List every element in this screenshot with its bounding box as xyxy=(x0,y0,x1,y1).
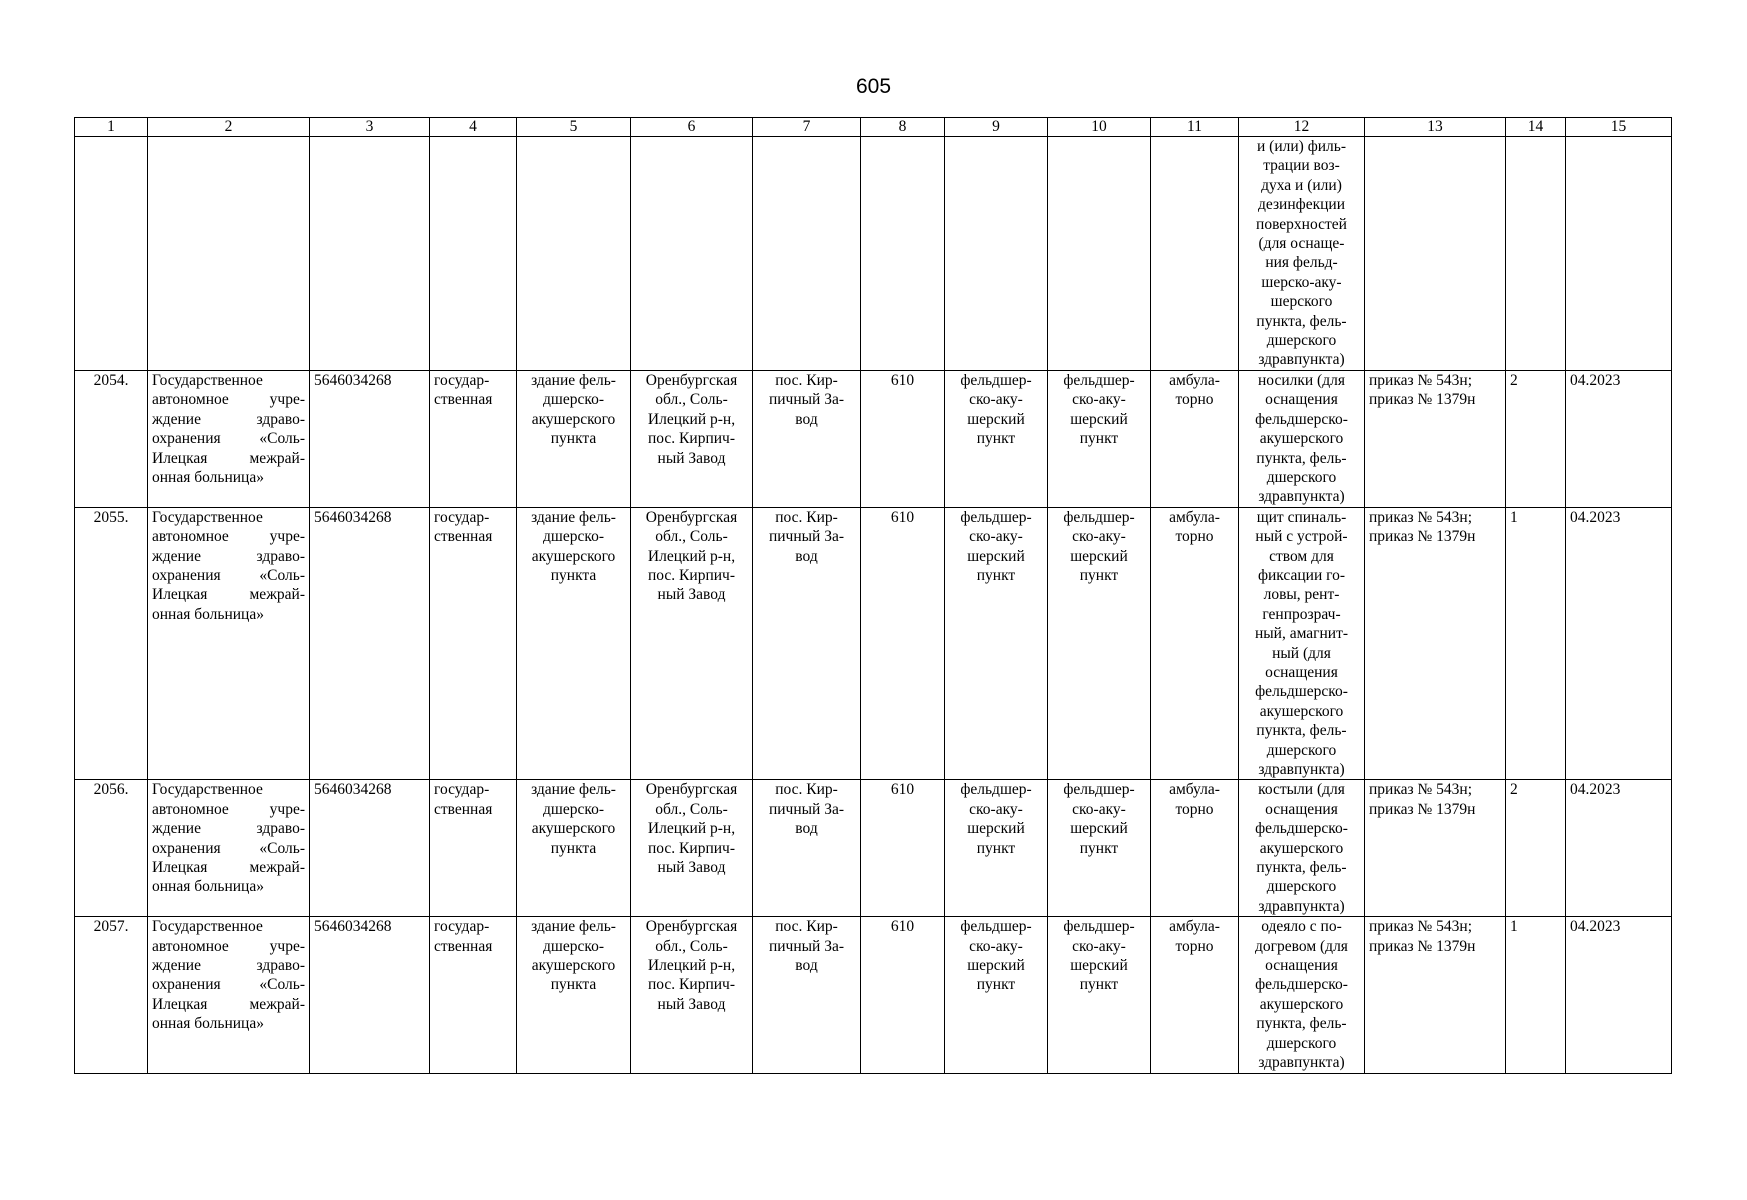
cell-line: Оренбургская xyxy=(645,508,738,526)
cell-line: пункт xyxy=(976,976,1016,994)
cell-line: приказ № 543н; xyxy=(1369,918,1473,936)
cell-line: ственная xyxy=(434,391,493,409)
cell-line: приказ № 1379н xyxy=(1369,800,1476,818)
cell-line: амбула- xyxy=(1169,508,1220,526)
cell-line: дшерско- xyxy=(543,937,604,955)
cell-line: пичный За- xyxy=(768,937,845,955)
cell-line: носилки (для xyxy=(1258,371,1345,389)
column-number: 1 xyxy=(75,118,148,137)
cell-address xyxy=(631,370,753,507)
cell-facility-type xyxy=(945,507,1048,780)
page-number: 605 xyxy=(855,75,892,98)
cell-line: шерский xyxy=(967,957,1025,975)
cell-line: пункт xyxy=(976,566,1016,584)
cell-line: охранения «Соль- xyxy=(152,430,305,448)
cell-organization xyxy=(148,917,310,1073)
cell-subdivision xyxy=(1048,780,1151,917)
cell-line: пункта, фель- xyxy=(1256,722,1347,740)
cell-line: торно xyxy=(1175,937,1214,955)
column-number: 12 xyxy=(1239,118,1365,137)
cell-line: приказ № 1379н xyxy=(1369,528,1476,546)
cell-inn: 5646034268 xyxy=(310,370,430,507)
cell-building xyxy=(517,507,631,780)
cell-line: оснащения xyxy=(1265,800,1338,818)
cell-index: 2057. xyxy=(75,917,148,1073)
cell-line: пос. Кирпич- xyxy=(648,430,735,448)
cell-line: фельдшер- xyxy=(960,918,1032,936)
cell-line: онная больница» xyxy=(152,468,264,486)
cell-line: акушерского xyxy=(1259,430,1344,448)
cell-line: ждение здраво- xyxy=(152,547,305,565)
cell-line: обл., Соль- xyxy=(655,528,728,546)
cell-line: фельдшер- xyxy=(1063,781,1135,799)
cell-line: пункта, фель- xyxy=(1256,449,1347,467)
cell-building xyxy=(517,780,631,917)
cell-line: ный Завод xyxy=(657,995,726,1013)
cell-line: пос. Кирпич- xyxy=(648,976,735,994)
cell-line: генпрозрач- xyxy=(1262,605,1341,623)
cell-line: ско-аку- xyxy=(969,937,1023,955)
cell-line: оснащения xyxy=(1265,391,1338,409)
column-number: 11 xyxy=(1151,118,1239,137)
cell-date: 04.2023 xyxy=(1566,507,1672,780)
cell-empty xyxy=(945,137,1048,371)
cell-line: торно xyxy=(1175,528,1214,546)
cell-line: Оренбургская xyxy=(645,371,738,389)
cell-locality xyxy=(753,780,861,917)
cell-organization xyxy=(148,370,310,507)
cell-line: здравпункта) xyxy=(1258,488,1345,506)
cell-line: приказ № 543н; xyxy=(1369,781,1473,799)
cell-line: фельдшер- xyxy=(1063,918,1135,936)
cell-line: автономное учре- xyxy=(152,528,305,546)
cell-line: ско-аку- xyxy=(969,800,1023,818)
cell-line: здравпункта) xyxy=(1258,761,1345,778)
cell-item xyxy=(1239,780,1365,917)
cell-line: ством для xyxy=(1269,547,1334,565)
column-number: 13 xyxy=(1365,118,1506,137)
cell-line: шерский xyxy=(967,410,1025,428)
cell-date: 04.2023 xyxy=(1566,917,1672,1073)
cell-line: ный Завод xyxy=(657,859,726,877)
cell-line: акушерского xyxy=(531,957,616,975)
cell-line: ско-аку- xyxy=(1072,391,1126,409)
cell-line: духа и (или) xyxy=(1261,176,1342,194)
cell-line: вод xyxy=(795,820,818,838)
cell-line: автономное учре- xyxy=(152,800,305,818)
cell-line: фиксации го- xyxy=(1257,566,1346,584)
cell-item xyxy=(1239,370,1365,507)
cell-line: ственная xyxy=(434,528,493,546)
cell-ownership xyxy=(430,780,517,917)
cell-line: дшерско- xyxy=(543,391,604,409)
cell-care-condition xyxy=(1151,507,1239,780)
cell-line: ждение здраво- xyxy=(152,410,305,428)
cell-index: 2055. xyxy=(75,507,148,780)
cell-line: онная больница» xyxy=(152,1015,264,1033)
cell-line: приказ № 543н; xyxy=(1369,371,1473,389)
cell-line: ждение здраво- xyxy=(152,820,305,838)
cell-code: 610 xyxy=(861,370,945,507)
cell-line: Илецкая межрай- xyxy=(152,449,305,467)
cell-line: шерско-аку- xyxy=(1261,273,1342,291)
cell-empty xyxy=(430,137,517,371)
cell-line: торно xyxy=(1175,800,1214,818)
cell-facility-type xyxy=(945,370,1048,507)
cell-line: государ- xyxy=(434,918,490,936)
cell-line: вод xyxy=(795,547,818,565)
cell-care-condition xyxy=(1151,780,1239,917)
cell-line: автономное учре- xyxy=(152,937,305,955)
cell-empty xyxy=(517,137,631,371)
column-number: 4 xyxy=(430,118,517,137)
column-number: 7 xyxy=(753,118,861,137)
cell-address xyxy=(631,780,753,917)
cell-line: дшерского xyxy=(1266,878,1337,896)
cell-line: фельдшер- xyxy=(960,508,1032,526)
cell-line: ный Завод xyxy=(657,586,726,604)
cell-line: одеяло с по- xyxy=(1261,918,1342,936)
cell-line: ственная xyxy=(434,800,493,818)
cell-line: торно xyxy=(1175,391,1214,409)
cell-locality xyxy=(753,507,861,780)
cell-line: Государственное xyxy=(152,508,263,526)
cell-empty xyxy=(631,137,753,371)
column-number: 5 xyxy=(517,118,631,137)
cell-line: пичный За- xyxy=(768,800,845,818)
cell-line: Илецкий р-н, xyxy=(647,957,736,975)
cell-index: 2054. xyxy=(75,370,148,507)
cell-line: Илецкий р-н, xyxy=(647,547,736,565)
column-number: 9 xyxy=(945,118,1048,137)
cell-building xyxy=(517,917,631,1073)
cell-line: акушерского xyxy=(531,820,616,838)
cell-line: обл., Соль- xyxy=(655,391,728,409)
cell-facility-type xyxy=(945,780,1048,917)
cell-line: ско-аку- xyxy=(969,528,1023,546)
cell-line: ско-аку- xyxy=(1072,937,1126,955)
table-row xyxy=(75,780,1672,917)
cell-line: пункта xyxy=(550,839,597,857)
table-row xyxy=(75,507,1672,780)
cell-line: онная больница» xyxy=(152,878,264,896)
cell-orders xyxy=(1365,780,1506,917)
cell-line: пункт xyxy=(1079,976,1119,994)
cell-item xyxy=(1239,917,1365,1073)
cell-item xyxy=(1239,507,1365,780)
cell-orders xyxy=(1365,507,1506,780)
cell-line: пункта xyxy=(550,430,597,448)
cell-line: Илецкая межрай- xyxy=(152,586,305,604)
cell-line: (для оснаще- xyxy=(1258,235,1345,253)
cell-date: 04.2023 xyxy=(1566,780,1672,917)
cell-item xyxy=(1239,137,1365,371)
cell-quantity: 2 xyxy=(1506,370,1566,507)
cell-line: костыли (для xyxy=(1258,781,1345,799)
cell-line: пос. Кир- xyxy=(775,781,838,799)
cell-line: автономное учре- xyxy=(152,391,305,409)
cell-line: обл., Соль- xyxy=(655,937,728,955)
cell-line: пункт xyxy=(1079,839,1119,857)
column-number: 2 xyxy=(148,118,310,137)
cell-line: пос. Кир- xyxy=(775,371,838,389)
cell-date: 04.2023 xyxy=(1566,370,1672,507)
cell-line: дезинфекции xyxy=(1257,196,1345,214)
cell-line: обл., Соль- xyxy=(655,800,728,818)
cell-line: ный Завод xyxy=(657,449,726,467)
cell-code: 610 xyxy=(861,507,945,780)
cell-line: государ- xyxy=(434,371,490,389)
cell-empty xyxy=(1365,137,1506,371)
cell-line: пункта, фель- xyxy=(1256,312,1347,330)
cell-inn: 5646034268 xyxy=(310,780,430,917)
cell-line: здравпункта) xyxy=(1258,897,1345,915)
column-number: 6 xyxy=(631,118,753,137)
cell-line: оснащения xyxy=(1265,663,1338,681)
cell-line: государ- xyxy=(434,508,490,526)
cell-building xyxy=(517,370,631,507)
cell-line: шерский xyxy=(1070,547,1128,565)
cell-orders xyxy=(1365,370,1506,507)
cell-line: государ- xyxy=(434,781,490,799)
cell-line: Оренбургская xyxy=(645,781,738,799)
registry-table xyxy=(74,117,1672,1074)
cell-ownership xyxy=(430,917,517,1073)
cell-inn: 5646034268 xyxy=(310,917,430,1073)
cell-line: Илецкая межрай- xyxy=(152,995,305,1013)
cell-line: амбула- xyxy=(1169,918,1220,936)
cell-line: здание фель- xyxy=(531,508,616,526)
cell-line: дшерского xyxy=(1266,332,1337,350)
cell-line: фельдшерско- xyxy=(1255,820,1348,838)
cell-line: трации воз- xyxy=(1263,157,1340,175)
column-number: 15 xyxy=(1566,118,1672,137)
cell-line: здание фель- xyxy=(531,918,616,936)
cell-line: пункта xyxy=(550,976,597,994)
column-number: 3 xyxy=(310,118,430,137)
cell-line: фельдшер- xyxy=(1063,508,1135,526)
cell-line: акушерского xyxy=(1259,839,1344,857)
cell-line: вод xyxy=(795,957,818,975)
cell-line: Илецкий р-н, xyxy=(647,820,736,838)
cell-line: ско-аку- xyxy=(1072,528,1126,546)
cell-line: шерский xyxy=(1070,410,1128,428)
cell-line: Государственное xyxy=(152,918,263,936)
cell-empty xyxy=(1506,137,1566,371)
cell-line: пичный За- xyxy=(768,528,845,546)
cell-line: ный с устрой- xyxy=(1255,528,1348,546)
cell-ownership xyxy=(430,370,517,507)
cell-code: 610 xyxy=(861,917,945,1073)
cell-line: шерский xyxy=(1070,820,1128,838)
cell-organization xyxy=(148,507,310,780)
cell-subdivision xyxy=(1048,370,1151,507)
cell-index: 2056. xyxy=(75,780,148,917)
cell-line: щит спиналь- xyxy=(1256,508,1347,526)
cell-line: акушерского xyxy=(1259,995,1344,1013)
cell-line: оснащения xyxy=(1265,957,1338,975)
cell-care-condition xyxy=(1151,917,1239,1073)
cell-line: шерский xyxy=(1070,957,1128,975)
cell-line: приказ № 1379н xyxy=(1369,391,1476,409)
cell-line: Государственное xyxy=(152,371,263,389)
cell-line: здание фель- xyxy=(531,781,616,799)
cell-line: пункт xyxy=(976,430,1016,448)
cell-subdivision xyxy=(1048,507,1151,780)
cell-inn: 5646034268 xyxy=(310,507,430,780)
table-row xyxy=(75,917,1672,1073)
column-number: 10 xyxy=(1048,118,1151,137)
cell-line: и (или) филь- xyxy=(1257,138,1346,155)
cell-empty xyxy=(861,137,945,371)
cell-line: дшерского xyxy=(1266,1034,1337,1052)
cell-locality xyxy=(753,370,861,507)
cell-line: пос. Кир- xyxy=(775,918,838,936)
cell-line: охранения «Соль- xyxy=(152,839,305,857)
cell-line: ско-аку- xyxy=(969,391,1023,409)
cell-empty xyxy=(75,137,148,371)
column-number: 8 xyxy=(861,118,945,137)
cell-line: ско-аку- xyxy=(1072,800,1126,818)
cell-line: Илецкий р-н, xyxy=(647,410,736,428)
cell-empty xyxy=(1151,137,1239,371)
cell-facility-type xyxy=(945,917,1048,1073)
column-numbers-row xyxy=(75,118,1672,137)
cell-line: приказ № 543н; xyxy=(1369,508,1473,526)
cell-line: здравпункта) xyxy=(1258,1054,1345,1072)
cell-line: акушерского xyxy=(531,410,616,428)
cell-line: вод xyxy=(795,410,818,428)
table-row-continuation xyxy=(75,137,1672,371)
cell-line: шерский xyxy=(967,820,1025,838)
cell-line: пос. Кирпич- xyxy=(648,839,735,857)
cell-line: пос. Кирпич- xyxy=(648,566,735,584)
cell-line: онная больница» xyxy=(152,605,264,623)
cell-empty xyxy=(310,137,430,371)
cell-empty xyxy=(1566,137,1672,371)
cell-line: шерского xyxy=(1270,293,1333,311)
cell-line: пункта, фель- xyxy=(1256,859,1347,877)
cell-organization xyxy=(148,780,310,917)
cell-line: пункт xyxy=(1079,430,1119,448)
cell-address xyxy=(631,507,753,780)
cell-line: ственная xyxy=(434,937,493,955)
cell-line: акушерского xyxy=(1259,702,1344,720)
cell-line: пичный За- xyxy=(768,391,845,409)
cell-line: ловы, рент- xyxy=(1263,586,1340,604)
cell-line: Государственное xyxy=(152,781,263,799)
cell-line: дшерского xyxy=(1266,468,1337,486)
cell-line: охранения «Соль- xyxy=(152,976,305,994)
cell-empty xyxy=(148,137,310,371)
cell-line: приказ № 1379н xyxy=(1369,937,1476,955)
cell-quantity: 1 xyxy=(1506,507,1566,780)
table-row xyxy=(75,370,1672,507)
cell-line: пос. Кир- xyxy=(775,508,838,526)
cell-empty xyxy=(1048,137,1151,371)
cell-line: здравпункта) xyxy=(1258,351,1345,369)
cell-line: фельдшер- xyxy=(960,371,1032,389)
cell-ownership xyxy=(430,507,517,780)
cell-line: акушерского xyxy=(531,547,616,565)
cell-line: шерский xyxy=(967,547,1025,565)
cell-subdivision xyxy=(1048,917,1151,1073)
cell-line: ния фельд- xyxy=(1265,254,1338,272)
cell-line: пункта, фель- xyxy=(1256,1015,1347,1033)
cell-line: пункт xyxy=(1079,566,1119,584)
cell-line: фельдшерско- xyxy=(1255,410,1348,428)
cell-line: ный (для xyxy=(1272,644,1331,662)
cell-line: фельдшер- xyxy=(1063,371,1135,389)
cell-line: пункт xyxy=(976,839,1016,857)
cell-line: здание фель- xyxy=(531,371,616,389)
cell-line: фельдшер- xyxy=(960,781,1032,799)
cell-line: амбула- xyxy=(1169,781,1220,799)
cell-address xyxy=(631,917,753,1073)
cell-line: дшерско- xyxy=(543,528,604,546)
cell-line: Оренбургская xyxy=(645,918,738,936)
cell-line: фельдшерско- xyxy=(1255,683,1348,701)
cell-line: дшерского xyxy=(1266,741,1337,759)
cell-line: пункта xyxy=(550,566,597,584)
cell-locality xyxy=(753,917,861,1073)
cell-line: Илецкая межрай- xyxy=(152,859,305,877)
cell-line: охранения «Соль- xyxy=(152,566,305,584)
cell-line: догревом (для xyxy=(1255,937,1348,955)
cell-quantity: 2 xyxy=(1506,780,1566,917)
cell-care-condition xyxy=(1151,370,1239,507)
cell-line: дшерско- xyxy=(543,800,604,818)
cell-line: фельдшерско- xyxy=(1255,976,1348,994)
cell-orders xyxy=(1365,917,1506,1073)
cell-line: поверхностей xyxy=(1256,215,1347,233)
cell-code: 610 xyxy=(861,780,945,917)
cell-empty xyxy=(753,137,861,371)
column-number: 14 xyxy=(1506,118,1566,137)
cell-quantity: 1 xyxy=(1506,917,1566,1073)
cell-line: ный, амагнит- xyxy=(1254,625,1349,643)
cell-line: амбула- xyxy=(1169,371,1220,389)
cell-line: ждение здраво- xyxy=(152,957,305,975)
